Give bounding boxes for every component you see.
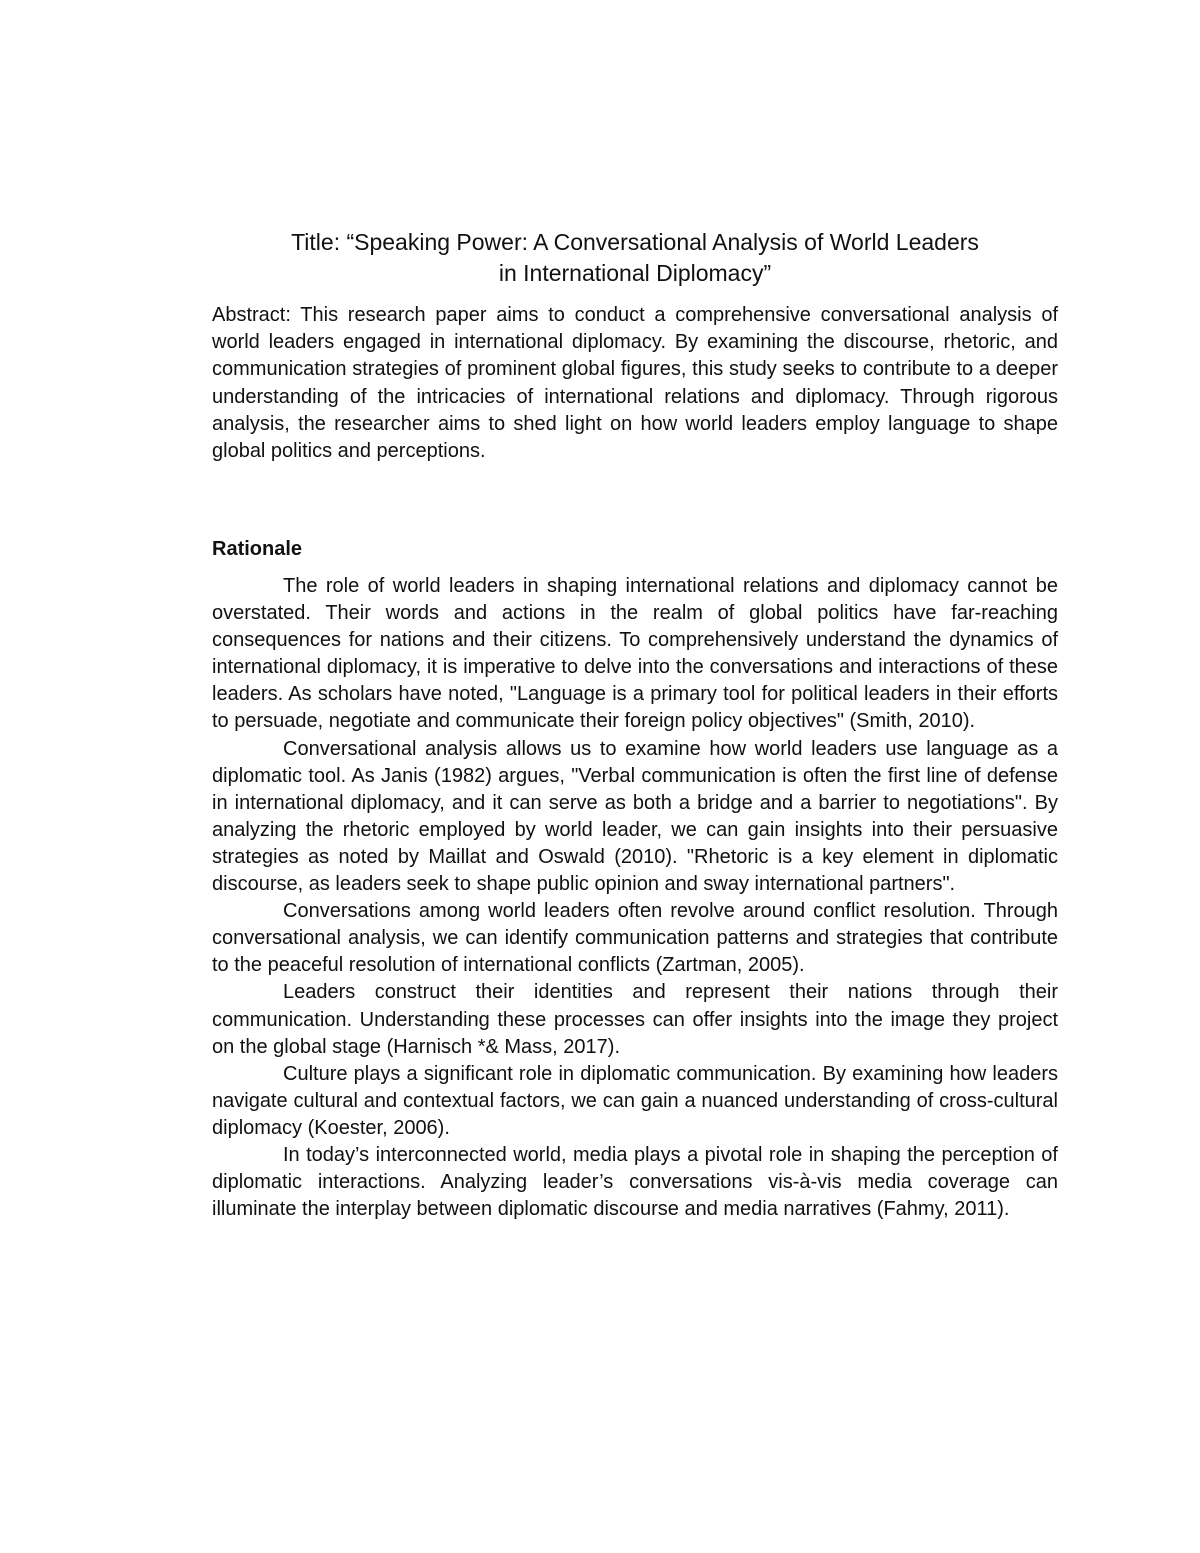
rationale-paragraph-1: The role of world leaders in shaping international relations and diplomacy cannot be overstated. Their words and actions in the realm of global politics have far-reaching consequences for nations and their citizens. To comprehensively understand the dynamics of international diplomacy, it is imperative to delve into the conversations and interactions of these leaders. As scholars have noted, "Language is a primary tool for political leaders in their efforts to persuade, negotiate and communicate their foreign policy objectives" (Smith, 2010).: [212, 575, 1058, 733]
rationale-paragraph-6: In today’s interconnected world, media plays a pivotal role in shaping the perception of diplomatic interactions. Analyzing leader’s conversations vis-à-vis media coverage can illuminate the interplay between diplomatic discourse and media narratives (Fahmy, 2011).: [212, 1143, 1058, 1221]
rationale-paragraph-5: Culture plays a significant role in diplomatic communication. By examining how leaders navigate cultural and contextual factors, we can gain a nuanced understanding of cross-cultural diplomacy (Koester, 2006).: [212, 1062, 1058, 1139]
rationale-body: [212, 573, 1058, 1223]
paper-title-line-1: Title: “Speaking Power: A Conversational Analysis of World Leaders: [291, 229, 979, 256]
rationale-paragraph-3: Conversations among world leaders often revolve around conflict resolution. Through conversational analysis, we can identify communication patterns and strategies that contribute to the peaceful resolution of international conflicts (Zartman, 2005).: [212, 900, 1058, 977]
rationale-paragraph-4: Leaders construct their identities and represent their nations through their communication. Understanding these processes can offer insights into the image they project on the global stage (Harnisch *& Mass, 2017).: [212, 981, 1058, 1058]
rationale-heading: Rationale: [212, 537, 303, 560]
rationale-paragraph-2: Conversational analysis allows us to examine how world leaders use language as a diplomatic tool. As Janis (1982) argues, "Verbal communication is often the first line of defense in international diplomacy, and it can serve as both a bridge and a barrier to negotiations". By analyzing the rhetoric employed by world leader, we can gain insights into their persuasive strategies as noted by Maillat and Oswald (2010). "Rhetoric is a key element in diplomatic discourse, as leaders seek to shape public opinion and sway international partners".: [212, 737, 1058, 896]
paper-title: [212, 227, 1058, 289]
paper-title-line-2: in International Diplomacy”: [498, 260, 772, 287]
abstract-paragraph: Abstract: This research paper aims to conduct a comprehensive conversational analysis of world leaders engaged in international diplomacy. By examining the discourse, rhetoric, and communication strategies of prominent global figures, this study seeks to contribute to a deeper understanding of the intricacies of international relations and diplomacy. Through rigorous analysis, the researcher aims to shed light on how world leaders employ language to shape global politics and perceptions.: [212, 304, 1058, 463]
